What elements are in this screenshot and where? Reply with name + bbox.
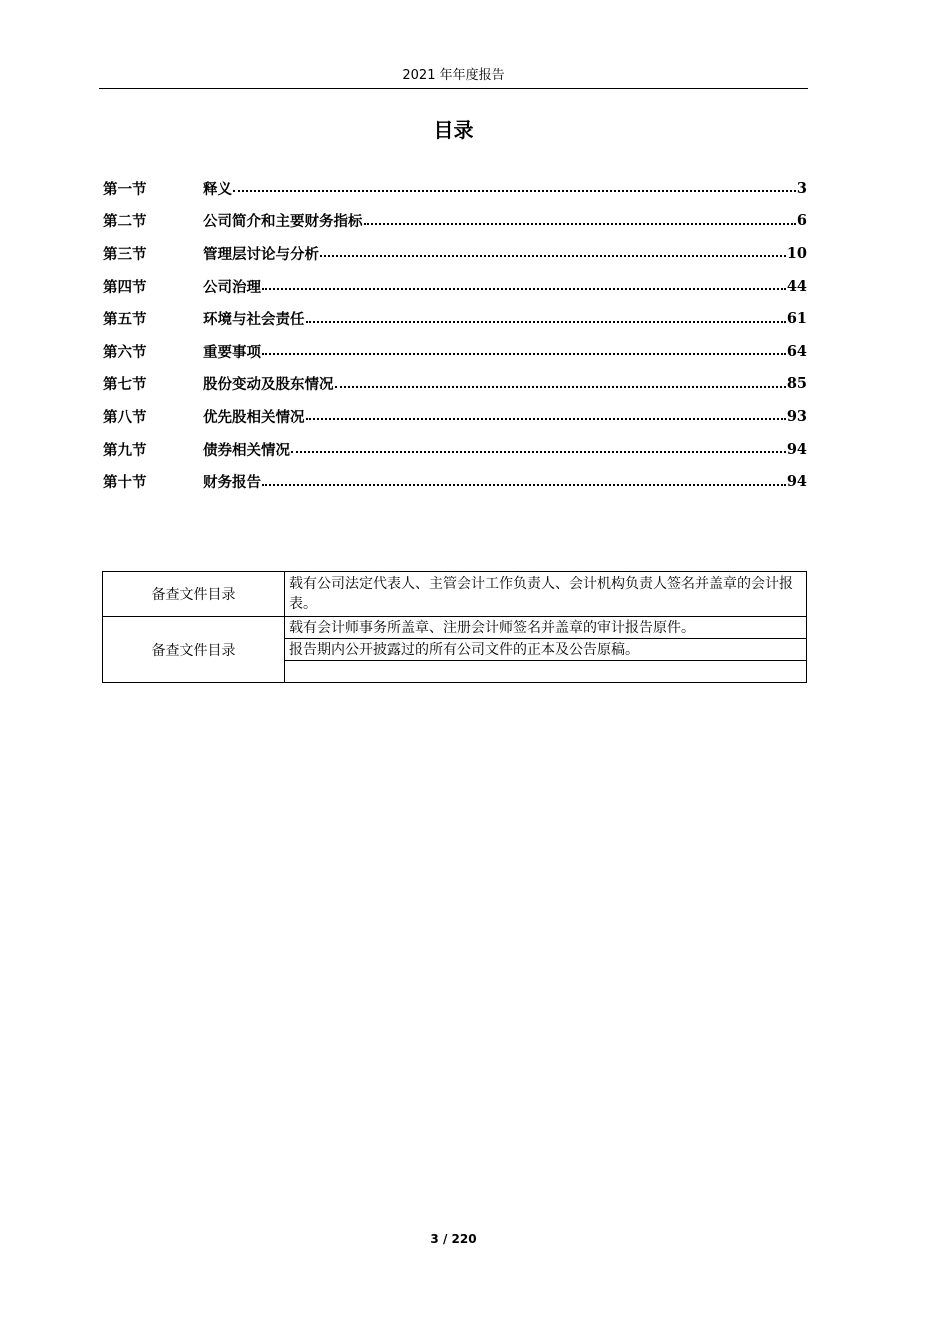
toc-page: 6 [796,212,807,230]
toc-entry[interactable] [103,205,807,238]
toc-leader [233,190,796,192]
toc-leader [262,353,786,355]
toc-section: 第三节 [103,246,147,263]
toc-label: 财务报告 [203,475,261,492]
toc-label: 重要事项 [203,344,261,361]
toc-page: 61 [786,310,807,328]
table-row [103,572,807,617]
toc-entry[interactable] [103,237,807,270]
toc-entry[interactable] [103,335,807,368]
toc-section: 第七节 [103,377,147,394]
toc-leader [306,321,786,323]
toc-label: 债券相关情况 [203,442,290,459]
toc-leader [335,386,786,388]
toc-section: 第十节 [103,475,147,492]
table-row-label: 备查文件目录 [103,572,285,617]
toc-section: 第八节 [103,409,147,426]
table-cell: 报告期内公开披露过的所有公司文件的正本及公告原稿。 [285,639,807,661]
toc-page: 85 [786,375,807,393]
toc-entry[interactable] [103,270,807,303]
table-row-label: 备查文件目录 [103,617,285,683]
toc-label: 环境与社会责任 [203,312,305,329]
toc-page: 94 [786,440,807,458]
toc-section: 第一节 [103,181,147,198]
toc-section: 第二节 [103,214,147,231]
toc-page: 64 [786,342,807,360]
toc-leader [364,223,796,225]
toc-section: 第四节 [103,279,147,296]
toc-section: 第九节 [103,442,147,459]
table-cell: 载有会计师事务所盖章、注册会计师签名并盖章的审计报告原件。 [285,617,807,639]
toc-label: 公司简介和主要财务指标 [203,214,363,231]
toc-page: 94 [786,473,807,491]
toc-label: 股份变动及股东情况 [203,377,334,394]
toc-entry[interactable] [103,433,807,466]
toc-entry[interactable] [103,172,807,205]
table-row [103,617,807,639]
toc-page: 44 [786,277,807,295]
toc-page: 10 [786,244,807,262]
reference-documents-table [102,571,807,683]
toc-section: 第六节 [103,344,147,361]
toc-label: 释义 [203,181,232,198]
toc-label: 优先股相关情况 [203,409,305,426]
toc-page: 93 [786,407,807,425]
toc-section: 第五节 [103,312,147,329]
toc-page: 3 [796,179,807,197]
table-cell: 载有公司法定代表人、主管会计工作负责人、会计机构负责人签名并盖章的会计报表。 [285,572,807,617]
page-header: 2021 年年度报告 [402,68,505,83]
table-of-contents [103,172,807,498]
toc-label: 管理层讨论与分析 [203,246,319,263]
header-divider [99,88,808,89]
table-cell [285,661,807,683]
toc-entry[interactable] [103,400,807,433]
toc-leader [262,288,786,290]
document-title: 目录 [433,118,474,142]
toc-leader [262,484,786,486]
toc-entry[interactable] [103,368,807,401]
toc-entry[interactable] [103,302,807,335]
toc-leader [320,255,786,257]
toc-entry[interactable] [103,465,807,498]
toc-leader [291,451,786,453]
toc-label: 公司治理 [203,279,261,296]
toc-leader [306,418,786,420]
page-number: 3 / 220 [430,1232,477,1246]
